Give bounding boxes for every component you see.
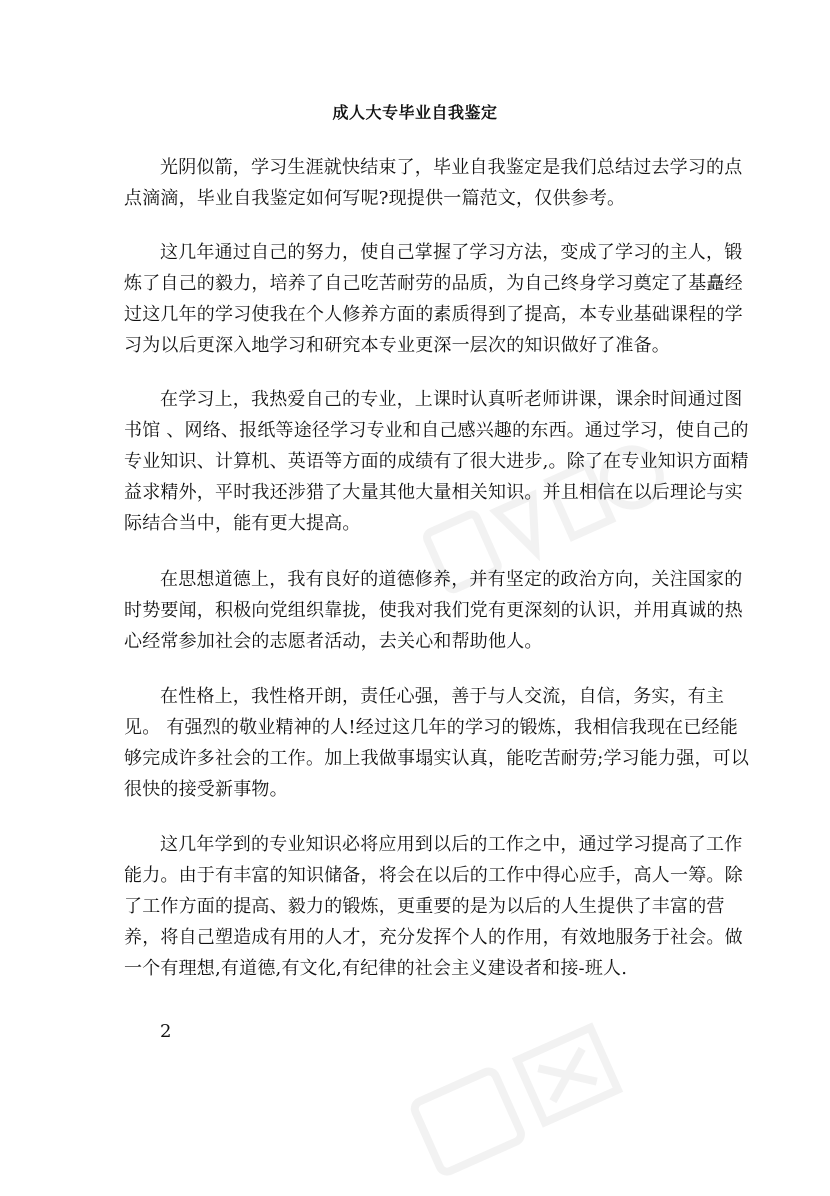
text-line: 时势要闻，积极向党组织靠拢，使我对我们党有更深刻的认识，并用真诚的热 (124, 600, 743, 621)
watermark-seal-icon (388, 994, 661, 1196)
text-line: 益求精外，平时我还涉猎了大量其他大量相关知识。并且相信在以后理论与实 (124, 482, 743, 503)
paragraph-personality (124, 681, 750, 805)
text-line: 际结合当中，能有更大提高。 (124, 513, 361, 534)
text-line: 点滴滴，毕业自我鉴定如何写呢?现提供一篇范文，仅供参考。 (124, 188, 626, 209)
text-line: 在思想道德上，我有良好的道德修养，并有坚定的政治方向，关注国家的 (160, 569, 743, 590)
text-line: 很快的接受新事物。 (124, 779, 288, 800)
paragraph-study (124, 384, 749, 539)
text-line: 习为以后更深入地学习和研究本专业更深一层次的知识做好了准备。 (124, 335, 670, 356)
text-line: 一个有理想,有道德,有文化,有纪律的社会主义建设者和接-班人. (124, 958, 628, 979)
paragraph-effort (124, 237, 743, 361)
text-line: 够完成许多社会的工作。加上我做事塌实认真，能吃苦耐劳;学习能力强，可以 (124, 748, 750, 769)
text-line: 过这几年的学习使我在个人修养方面的素质得到了提高，本专业基础课程的学 (124, 304, 743, 325)
text-line: 炼了自己的毅力，培养了自己吃苦耐劳的品质，为自己终身学习奠定了基矗经 (124, 273, 743, 294)
document-title: 成人大专毕业自我鉴定 (332, 103, 498, 122)
paragraph-summary (124, 829, 743, 984)
text-line: 见。 有强烈的敬业精神的人!经过这几年的学习的锻炼，我相信我现在已经能 (124, 717, 738, 738)
text-line: 心经常参加社会的志愿者活动，去关心和帮助他人。 (124, 631, 543, 652)
text-line: 这几年通过自己的努力，使自己掌握了学习方法，变成了学习的主人，锻 (160, 242, 743, 263)
text-line: 了工作方面的提高、毅力的锻炼，更重要的是为以后的人生提供了丰富的营 (124, 896, 725, 917)
text-line: 专业知识、计算机、英语等方面的成绩有了很大进步,。除了在专业知识方面精 (124, 451, 749, 472)
paragraph-morality (124, 564, 743, 657)
page-number: 2 (160, 1021, 172, 1042)
text-line: 在学习上，我热爱自己的专业，上课时认真听老师讲课，课余时间通过图 (160, 389, 743, 410)
paragraph-intro (124, 152, 743, 214)
text-line: 在性格上，我性格开朗，责任心强，善于与人交流，自信，务实，有主 (160, 686, 725, 707)
text-line: 能力。由于有丰富的知识储备，将会在以后的工作中得心应手，高人一筹。除 (124, 865, 743, 886)
text-line: 书馆 、网络、报纸等途径学习专业和自己感兴趣的东西。通过学习，使自己的 (124, 420, 749, 441)
text-line: 光阴似箭，学习生涯就快结束了，毕业自我鉴定是我们总结过去学习的点 (160, 157, 743, 178)
text-line: 这几年学到的专业知识必将应用到以后的工作之中，通过学习提高了工作 (160, 834, 743, 855)
text-line: 养，将自己塑造成有用的人才，充分发挥个人的作用，有效地服务于社会。做 (124, 927, 743, 948)
